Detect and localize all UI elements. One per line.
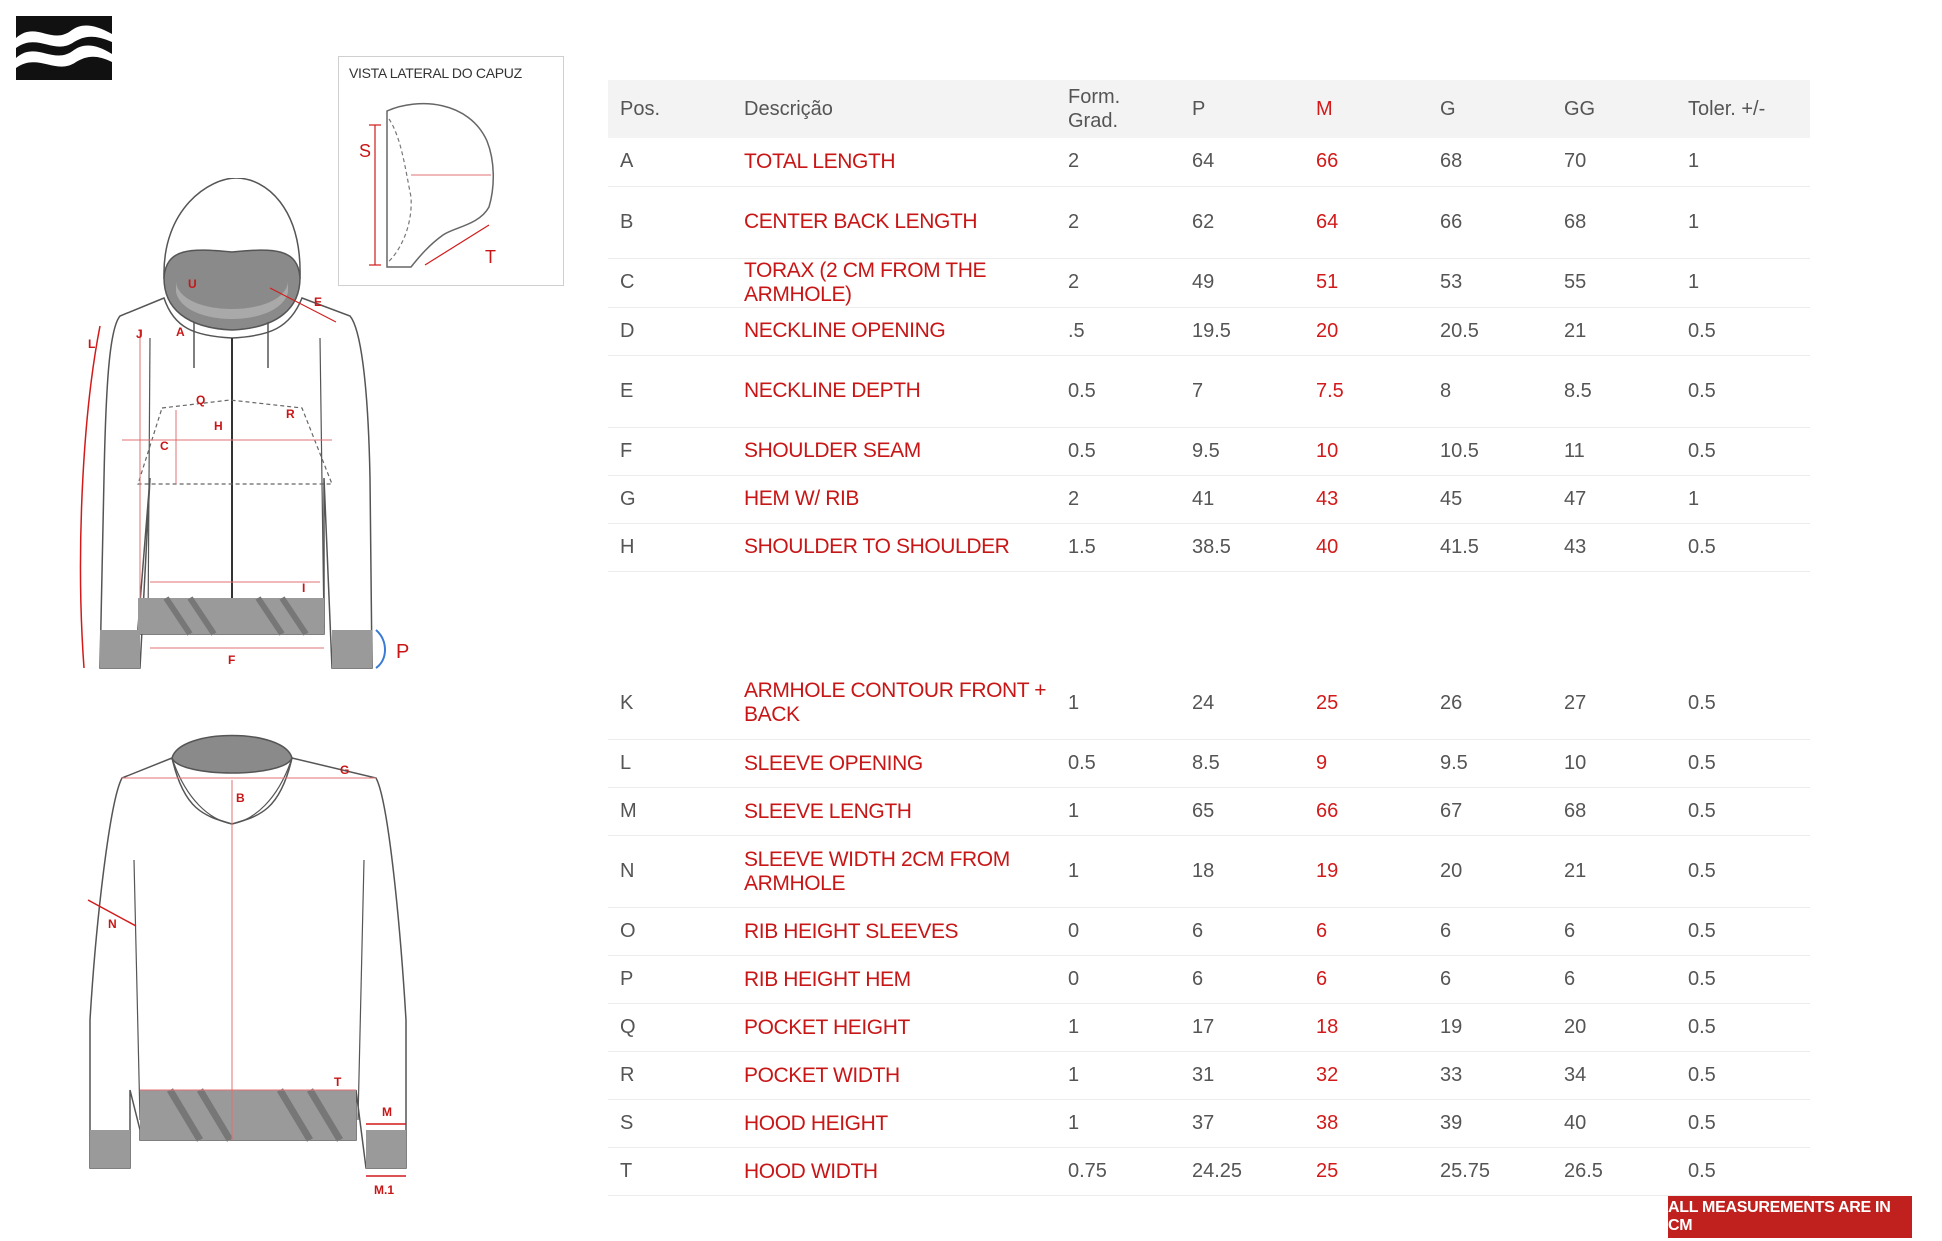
cell-m: 25 xyxy=(1316,668,1440,740)
cell-tol: 0.5 xyxy=(1688,355,1810,427)
cell-gg: 20 xyxy=(1564,1004,1688,1052)
cell-grad: 2 xyxy=(1068,186,1192,258)
cell-g: 19 xyxy=(1440,1004,1564,1052)
table-row xyxy=(608,1100,1810,1148)
front-label-j: J xyxy=(136,327,143,341)
table-row xyxy=(608,836,1810,908)
front-label-p: P xyxy=(396,641,410,663)
cell-tol: 1 xyxy=(1688,475,1810,523)
header-desc-label: Descrição xyxy=(744,97,833,120)
cell-tol: 1 xyxy=(1688,258,1810,307)
cell-tol: 0.5 xyxy=(1688,740,1810,788)
cell-m: 7.5 xyxy=(1316,355,1440,427)
cell-g: 53 xyxy=(1440,258,1564,307)
cell-pos: O xyxy=(608,908,732,956)
front-label-a: A xyxy=(176,325,185,339)
cell-grad: 1 xyxy=(1068,1004,1192,1052)
cell-grad: 1 xyxy=(1068,668,1192,740)
cell-gg: 55 xyxy=(1564,258,1688,307)
back-label-b: B xyxy=(236,791,245,805)
cell-desc: SLEEVE WIDTH 2CM FROM ARMHOLE xyxy=(732,836,1068,908)
cell-desc: RIB HEIGHT HEM xyxy=(732,956,1068,1004)
cell-pos: R xyxy=(608,1052,732,1100)
table-row xyxy=(608,908,1810,956)
measurement-unit-note: ALL MEASUREMENTS ARE IN CM xyxy=(1668,1196,1912,1238)
cell-desc: TOTAL LENGTH xyxy=(732,138,1068,186)
cell-grad: 0 xyxy=(1068,956,1192,1004)
cell-p: 7 xyxy=(1192,355,1316,427)
table-row xyxy=(608,523,1810,571)
cell-desc: NECKLINE DEPTH xyxy=(732,355,1068,427)
hood-label-s: S xyxy=(359,141,372,161)
header-grad-1: Form. xyxy=(1068,86,1121,108)
table-row xyxy=(608,427,1810,475)
cell-pos: D xyxy=(608,307,732,355)
cell-m: 38 xyxy=(1316,1100,1440,1148)
cell-grad: 2 xyxy=(1068,475,1192,523)
cell-pos: K xyxy=(608,668,732,740)
cell-g: 9.5 xyxy=(1440,740,1564,788)
brand-logo xyxy=(16,16,112,80)
cell-g: 20.5 xyxy=(1440,307,1564,355)
cell-m: 6 xyxy=(1316,956,1440,1004)
table-row xyxy=(608,355,1810,427)
cell-pos: H xyxy=(608,523,732,571)
cell-grad: 0.5 xyxy=(1068,355,1192,427)
cell-g: 68 xyxy=(1440,138,1564,186)
cell-desc: RIB HEIGHT SLEEVES xyxy=(732,908,1068,956)
cell-p: 24.25 xyxy=(1192,1148,1316,1196)
cell-grad: 1 xyxy=(1068,1100,1192,1148)
cell-gg: 68 xyxy=(1564,186,1688,258)
cell-g: 67 xyxy=(1440,788,1564,836)
cell-gg: 10 xyxy=(1564,740,1688,788)
hoodie-back-diagram xyxy=(70,720,430,1200)
cell-gg: 26.5 xyxy=(1564,1148,1688,1196)
cell-p: 6 xyxy=(1192,956,1316,1004)
cell-desc: NECKLINE OPENING xyxy=(732,307,1068,355)
cell-pos: G xyxy=(608,475,732,523)
header-tolerance: Toler. +/- xyxy=(1688,80,1810,138)
cell-gg: 70 xyxy=(1564,138,1688,186)
table-row xyxy=(608,1052,1810,1100)
measurement-table xyxy=(608,80,1810,1196)
cell-p: 18 xyxy=(1192,836,1316,908)
table-header-row xyxy=(608,80,1810,138)
cell-desc: HOOD WIDTH xyxy=(732,1148,1068,1196)
cell-grad: 0.5 xyxy=(1068,740,1192,788)
front-label-c: C xyxy=(160,439,169,453)
cell-tol: 0.5 xyxy=(1688,788,1810,836)
cell-p: 49 xyxy=(1192,258,1316,307)
front-label-l: L xyxy=(88,337,96,351)
hoodie-front-diagram xyxy=(70,178,430,678)
cell-pos: E xyxy=(608,355,732,427)
cell-pos: P xyxy=(608,956,732,1004)
cell-g: 6 xyxy=(1440,956,1564,1004)
cell-tol: 0.5 xyxy=(1688,908,1810,956)
cell-desc: SLEEVE OPENING xyxy=(732,740,1068,788)
cell-tol: 1 xyxy=(1688,138,1810,186)
cell-pos: A xyxy=(608,138,732,186)
cell-desc: TORAX (2 CM FROM THE ARMHOLE) xyxy=(732,258,1068,307)
cell-gg: 6 xyxy=(1564,908,1688,956)
cell-desc: HEM W/ RIB xyxy=(732,475,1068,523)
cell-g: 66 xyxy=(1440,186,1564,258)
cell-p: 62 xyxy=(1192,186,1316,258)
cell-m: 10 xyxy=(1316,427,1440,475)
hood-label-t: T xyxy=(485,247,496,267)
header-size-m: M xyxy=(1316,80,1440,138)
cell-gg: 27 xyxy=(1564,668,1688,740)
cell-m: 6 xyxy=(1316,908,1440,956)
cell-tol: 0.5 xyxy=(1688,307,1810,355)
table-gap xyxy=(608,571,1810,668)
header-desc xyxy=(732,80,1068,138)
front-label-q: Q xyxy=(196,393,206,407)
front-label-i: I xyxy=(302,581,306,595)
cell-grad: 1.5 xyxy=(1068,523,1192,571)
cell-pos: T xyxy=(608,1148,732,1196)
cell-gg: 21 xyxy=(1564,307,1688,355)
cell-desc: SLEEVE LENGTH xyxy=(732,788,1068,836)
table-row xyxy=(608,1148,1810,1196)
cell-p: 6 xyxy=(1192,908,1316,956)
cell-gg: 11 xyxy=(1564,427,1688,475)
cell-m: 51 xyxy=(1316,258,1440,307)
back-label-t: T xyxy=(334,1075,342,1089)
cell-gg: 21 xyxy=(1564,836,1688,908)
cell-g: 20 xyxy=(1440,836,1564,908)
cell-desc: POCKET HEIGHT xyxy=(732,1004,1068,1052)
cell-pos: S xyxy=(608,1100,732,1148)
table-row xyxy=(608,668,1810,740)
cell-p: 9.5 xyxy=(1192,427,1316,475)
cell-grad: .5 xyxy=(1068,307,1192,355)
back-label-n: N xyxy=(108,917,117,931)
cell-m: 66 xyxy=(1316,788,1440,836)
cell-grad: 2 xyxy=(1068,138,1192,186)
cell-gg: 68 xyxy=(1564,788,1688,836)
front-label-e: E xyxy=(314,295,323,309)
cell-pos: L xyxy=(608,740,732,788)
hood-view-title: VISTA LATERAL DO CAPUZ xyxy=(349,65,522,81)
cell-m: 19 xyxy=(1316,836,1440,908)
back-label-m: M xyxy=(382,1105,392,1119)
header-grad-2: Grad. xyxy=(1068,110,1119,132)
cell-g: 41.5 xyxy=(1440,523,1564,571)
table-row xyxy=(608,788,1810,836)
cell-gg: 47 xyxy=(1564,475,1688,523)
header-size-gg: GG xyxy=(1564,80,1688,138)
cell-desc: CENTER BACK LENGTH xyxy=(732,186,1068,258)
cell-grad: 0.75 xyxy=(1068,1148,1192,1196)
cell-m: 40 xyxy=(1316,523,1440,571)
cell-grad: 2 xyxy=(1068,258,1192,307)
table-row xyxy=(608,307,1810,355)
cell-grad: 1 xyxy=(1068,836,1192,908)
cell-tol: 0.5 xyxy=(1688,427,1810,475)
cell-pos: Q xyxy=(608,1004,732,1052)
cell-pos: C xyxy=(608,258,732,307)
cell-g: 6 xyxy=(1440,908,1564,956)
cell-g: 33 xyxy=(1440,1052,1564,1100)
cell-gg: 34 xyxy=(1564,1052,1688,1100)
cell-tol: 0.5 xyxy=(1688,1004,1810,1052)
cell-grad: 1 xyxy=(1068,1052,1192,1100)
cell-g: 45 xyxy=(1440,475,1564,523)
back-label-m1: M.1 xyxy=(374,1183,395,1197)
cell-pos: N xyxy=(608,836,732,908)
cell-tol: 0.5 xyxy=(1688,836,1810,908)
front-label-f: F xyxy=(228,653,236,667)
cell-m: 18 xyxy=(1316,1004,1440,1052)
front-label-h: H xyxy=(214,419,223,433)
cell-m: 20 xyxy=(1316,307,1440,355)
cell-p: 31 xyxy=(1192,1052,1316,1100)
table-row xyxy=(608,740,1810,788)
cell-grad: 1 xyxy=(1068,788,1192,836)
cell-p: 19.5 xyxy=(1192,307,1316,355)
cell-p: 64 xyxy=(1192,138,1316,186)
cell-p: 8.5 xyxy=(1192,740,1316,788)
table-row xyxy=(608,258,1810,307)
header-size-g: G xyxy=(1440,80,1564,138)
cell-desc: SHOULDER TO SHOULDER xyxy=(732,523,1068,571)
cell-gg: 43 xyxy=(1564,523,1688,571)
cell-m: 32 xyxy=(1316,1052,1440,1100)
cell-tol: 0.5 xyxy=(1688,1052,1810,1100)
cell-grad: 0.5 xyxy=(1068,427,1192,475)
cell-gg: 6 xyxy=(1564,956,1688,1004)
front-label-r: R xyxy=(286,407,295,421)
cell-m: 25 xyxy=(1316,1148,1440,1196)
table-row xyxy=(608,475,1810,523)
table-row xyxy=(608,186,1810,258)
cell-tol: 0.5 xyxy=(1688,1148,1810,1196)
back-label-g: G xyxy=(340,763,350,777)
cell-tol: 1 xyxy=(1688,186,1810,258)
cell-pos: M xyxy=(608,788,732,836)
cell-tol: 0.5 xyxy=(1688,956,1810,1004)
front-label-u: U xyxy=(188,277,197,291)
cell-desc: SHOULDER SEAM xyxy=(732,427,1068,475)
cell-g: 8 xyxy=(1440,355,1564,427)
cell-g: 39 xyxy=(1440,1100,1564,1148)
table-row xyxy=(608,1004,1810,1052)
cell-desc: ARMHOLE CONTOUR FRONT + BACK xyxy=(732,668,1068,740)
cell-tol: 0.5 xyxy=(1688,1100,1810,1148)
cell-m: 43 xyxy=(1316,475,1440,523)
cell-g: 10.5 xyxy=(1440,427,1564,475)
cell-gg: 8.5 xyxy=(1564,355,1688,427)
header-size-p: P xyxy=(1192,80,1316,138)
cell-grad: 0 xyxy=(1068,908,1192,956)
cell-p: 38.5 xyxy=(1192,523,1316,571)
cell-pos: B xyxy=(608,186,732,258)
cell-desc: HOOD HEIGHT xyxy=(732,1100,1068,1148)
cell-p: 65 xyxy=(1192,788,1316,836)
cell-p: 41 xyxy=(1192,475,1316,523)
cell-m: 66 xyxy=(1316,138,1440,186)
table-row xyxy=(608,956,1810,1004)
cell-tol: 0.5 xyxy=(1688,668,1810,740)
cell-gg: 40 xyxy=(1564,1100,1688,1148)
table-row xyxy=(608,138,1810,186)
cell-p: 37 xyxy=(1192,1100,1316,1148)
header-grad xyxy=(1068,80,1192,138)
cell-g: 25.75 xyxy=(1440,1148,1564,1196)
cell-desc: POCKET WIDTH xyxy=(732,1052,1068,1100)
cell-pos: F xyxy=(608,427,732,475)
cell-m: 64 xyxy=(1316,186,1440,258)
header-pos: Pos. xyxy=(608,80,732,138)
cell-p: 17 xyxy=(1192,1004,1316,1052)
cell-tol: 0.5 xyxy=(1688,523,1810,571)
cell-g: 26 xyxy=(1440,668,1564,740)
cell-m: 9 xyxy=(1316,740,1440,788)
cell-p: 24 xyxy=(1192,668,1316,740)
